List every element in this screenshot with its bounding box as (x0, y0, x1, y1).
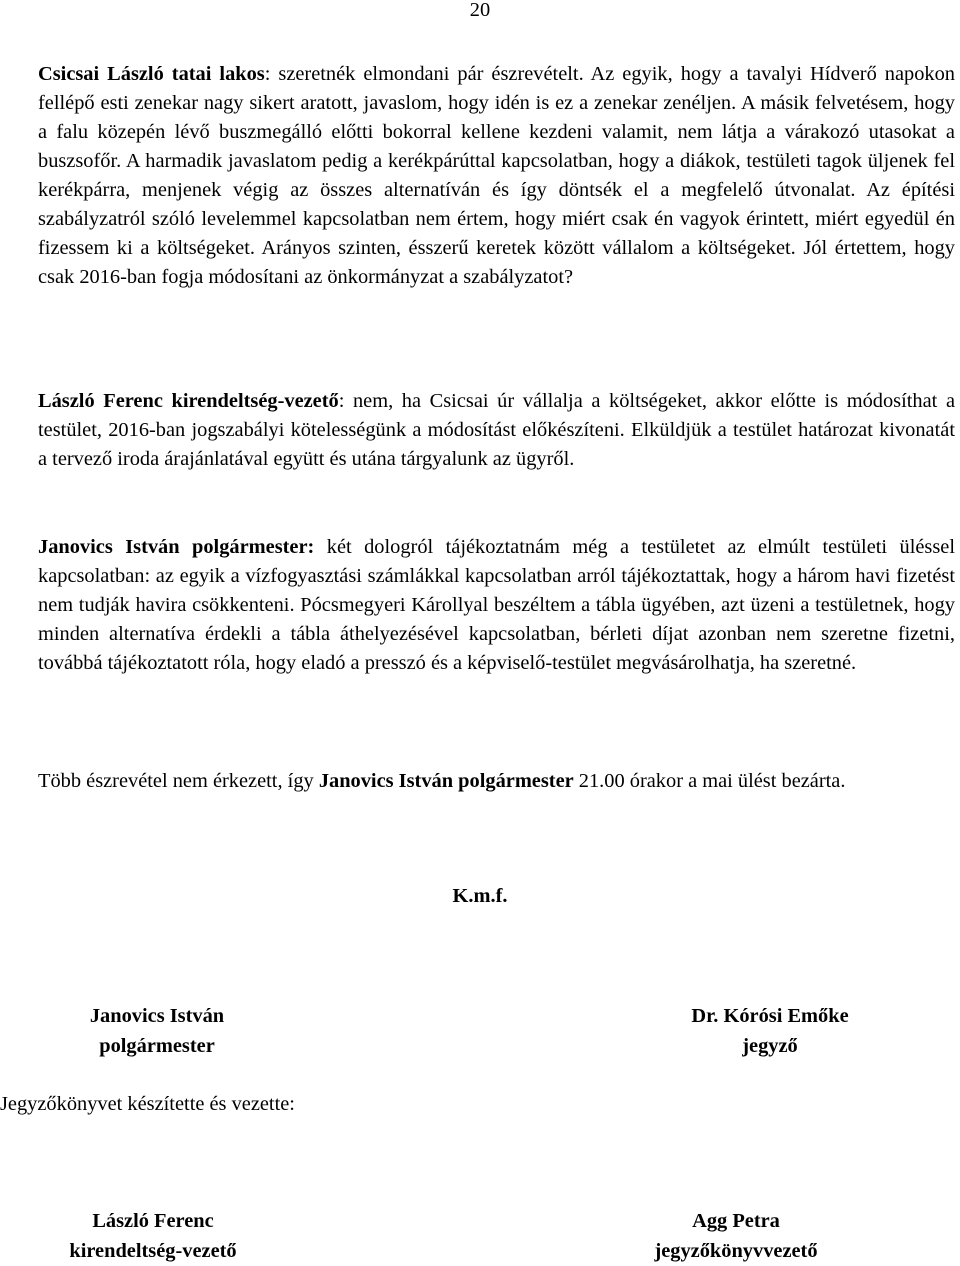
closing-text-after: 21.00 órakor a mai ülést bezárta. (573, 770, 846, 792)
paragraph-csicsai (38, 60, 955, 292)
signature-title: jegyző (742, 1035, 798, 1057)
speaker-name: Janovics István polgármester: (38, 536, 315, 558)
signature-notary (610, 1001, 930, 1061)
paragraph-janovics (38, 533, 955, 678)
prepared-by-label: Jegyzőkönyvet készítette és vezette: (0, 1093, 295, 1115)
signature-name: Agg Petra (692, 1210, 780, 1232)
paragraph-laszlo-ferenc (38, 387, 955, 474)
closing-speaker: Janovics István polgármester (318, 770, 574, 792)
paragraph-text: : szeretnék elmondani pár észrevételt. Az egyik, hogy a tavalyi Hídverő napokon fellépő esti zenekar nagy sikert aratott, javaslom, hogy idén is ez a zenekar zenéljen. A másik felvetésem, hogy a falu közepén lévő buszmegálló előtti bokorral kellene kezdeni valamit, nem látja a várakozó utasokat a buszsofőr. A harmadik javaslatom pedig a kerékpárúttal kapcsolatban, hogy a diákok, testületi tagok üljenek fel kerékpárra, menjenek végig az összes alternatíván és így döntsék el a megfelelő útvonalat. Az építési szabályzatról szóló levelemmel kapcsolatban nem értem, hogy miért csak én vagyok érintett, miért egyedül én fizessem ki a költségeket. Arányos szinten, ésszerű keretek között vállalom a költségeket. Jól értettem, hogy csak 2016-ban fogja módosítani az önkormányzat a szabályzatot? (38, 63, 955, 288)
signature-title: kirendeltség-vezető (69, 1240, 237, 1262)
signature-name: László Ferenc (92, 1210, 214, 1232)
speaker-name: Csicsai László tatai lakos (38, 63, 265, 85)
speaker-name: László Ferenc kirendeltség-vezető (38, 390, 339, 412)
signature-mayor (0, 1001, 317, 1061)
paragraph-closing (38, 767, 955, 796)
signature-title: jegyzőkönyvvezető (654, 1240, 818, 1262)
signature-title: polgármester (99, 1035, 215, 1057)
page-number: 20 (469, 0, 491, 21)
closing-text-before: Több észrevétel nem érkezett, így (38, 770, 319, 792)
signature-name: Dr. Kórósi Emőke (691, 1005, 849, 1027)
signature-laszlo-ferenc (0, 1206, 313, 1266)
paragraph-text: két dologról tájékoztatnám még a testületet az elmúlt testületi üléssel kapcsolatban: az egyik a vízfogyasztási számlákkal kapcsolatban arról tájékoztattak, hogy a három havi fizetést nem tudják havira csökkenteni. Pócsmegyeri Károllyal beszéltem a tábla ügyében, azt üzeni a testületnek, hogy minden alternatíva érdekli a tábla áthelyezésével kapcsolatban, bérleti díjat azonban nem szeretne fizetni, továbbá tájékoztatott róla, hogy eladó a presszó és a képviselő-testület megvásárolhatja, ha szeretné. (38, 536, 955, 674)
paragraph-text: : nem, ha Csicsai úr vállalja a költségeket, akkor előtte is módosíthat a testület, 2016-ban jogszabályi kötelességünk a módosítást előkészíteni. Elküldjük a testület határozat kivonatát a tervező iroda árajánlatával együtt és utána tárgyalunk az ügyről. (38, 390, 955, 470)
signature-name: Janovics István (89, 1005, 225, 1027)
kmf-label: K.m.f. (452, 885, 508, 907)
signature-agg-petra (576, 1206, 896, 1266)
